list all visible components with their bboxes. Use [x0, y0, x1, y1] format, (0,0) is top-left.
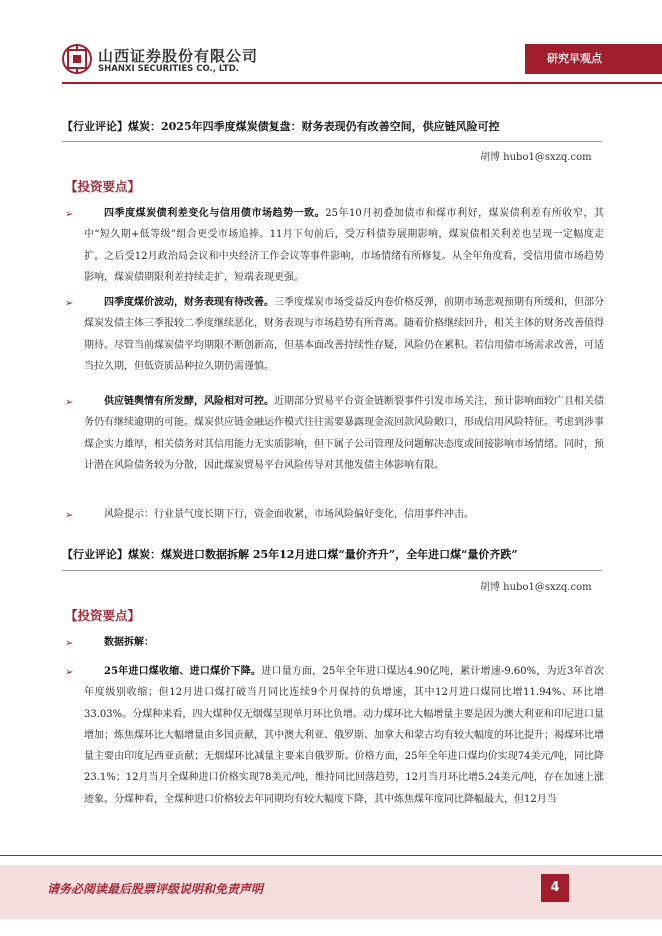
page-header	[0, 0, 662, 80]
paragraph-text: 25年10月初叠加债市和煤市利好，煤炭债利差有所收窄，其中“短久期+低等级”组合更受市场追捧。11月下旬前后，受万科债券展期影响，煤炭债相关利差也呈现一定幅度走扩。之后受12月政治局会议和中央经济工作会议等事件影响，市场情绪有所修复。从全年角度看，受信用债市场趋势影响，煤炭债期限利差持续走扩，短端表现更强。	[84, 208, 605, 283]
section1-paragraph-2	[84, 292, 604, 377]
report-type-tag: 研究早观点	[525, 44, 662, 74]
footer-divider	[0, 855, 662, 856]
bullet-icon: ➢	[65, 510, 74, 521]
paragraph-text: 三季度煤炭市场受益反内卷价格反弹，前期市场悲观预期有所缓和，但部分煤炭发债主体三季报较二季度继续恶化，财务表现与市场趋势有所背离。随着价格继续回升，相关主体的财务改善值得期待。尽管当前煤炭债平均期限不断创新高，但基本面改善持续性存疑，风险仍在累积。若信用债市场需求改善，可适当拉久期，但低资质品种拉久期仍需谨慎。	[84, 297, 604, 372]
bullet-icon: ➢	[65, 638, 74, 649]
section2-title: 【行业评论】煤炭：煤炭进口数据拆解 25年12月进口煤“量价齐升”，全年进口煤“量价齐跌”	[62, 548, 518, 561]
page-number: 4	[541, 874, 569, 902]
company-name-en: SHANXI SECURITIES CO., LTD.	[98, 64, 240, 74]
section1-divider	[62, 141, 602, 142]
paragraph-text: 近期部分贸易平台资金链断裂事件引发市场关注，预计影响面较广且相关债务仍有继续逾期的可能。煤炭供应链金融运作模式往往需要暴露现金流回款风险敞口，形成信用风险特征。考虑到涉事煤企实力雄厚，相关债务对其信用能力无实质影响，但下属子公司管理及问题解决态度或间接影响市场情绪。同时，预计潜在风险债务较为分散，因此煤炭贸易平台风险传导对其他发债主体影响有限。	[84, 396, 604, 471]
paragraph-lead: 四季度煤价波动，财务表现有待改善。	[104, 297, 274, 308]
footer-disclaimer: 请务必阅读最后股票评级说明和免责声明	[47, 882, 264, 896]
section1-risk-note	[84, 504, 604, 525]
section2-data-heading	[84, 632, 604, 653]
bullet-icon: ➢	[65, 298, 74, 309]
section1-paragraph-1	[84, 203, 604, 288]
bullet-icon: ➢	[65, 667, 74, 678]
paragraph-text: 进口量方面，25年全年进口煤达4.90亿吨，累计增速-9.60%，为近3年首次年度级别收缩；但12月进口煤打破当月同比连续9个月保持的负增速，其中12月进口煤同比增11.94%、环比增33.03%。分煤种来看，四大煤种仅无烟煤呈现单月环比负增。动力煤环比大幅增量主要是因为澳大利亚和印尼进口量增加；炼焦煤环比大幅增量由多国贡献，其中澳大利亚、俄罗斯、加拿大和蒙古均有较大幅度的环比提升；褐煤环比增量主要由印度尼西亚贡献；无烟煤环比减量主要来自俄罗斯。价格方面，25年全年进口煤均价实现74美元/吨，同比降23.1%；12月当月全煤种进口价格实现78美元/吨，维持同比回落趋势，12月当月环比增5.24美元/吨，存在加速上涨迹象。分煤种看，全煤种进口价格较去年同期均有较大幅度下降，其中炼焦煤年度同比降幅最大，但12月当	[84, 666, 604, 805]
company-logo-icon	[62, 44, 92, 74]
header-divider	[62, 82, 662, 84]
paragraph-lead: 四季度煤炭债利差变化与信用债市场趋势一致。	[104, 208, 326, 219]
paragraph-lead: 数据拆解：	[104, 637, 154, 648]
section1-paragraph-3	[84, 391, 604, 476]
paragraph-lead: 25年进口煤收缩、进口煤价下降。	[104, 666, 262, 677]
section2-paragraph-1	[84, 661, 604, 810]
company-name-cn: 山西证券股份有限公司	[98, 47, 259, 65]
section2-author: 胡博 hubo1@sxzq.com	[480, 582, 592, 593]
bullet-icon: ➢	[65, 209, 74, 220]
section1-key-points-title: 【投资要点】	[65, 179, 141, 194]
section2-divider	[62, 570, 602, 571]
section2-key-points-title: 【投资要点】	[65, 608, 141, 623]
paragraph-lead: 供应链舆情有所发酵，风险相对可控。	[104, 396, 274, 407]
section1-author: 胡博 hubo1@sxzq.com	[480, 152, 592, 163]
bullet-icon: ➢	[65, 397, 74, 408]
paragraph-text: 风险提示：行业景气度长期下行，资金面收紧，市场风险偏好变化，信用事件冲击。	[104, 509, 474, 520]
section1-title: 【行业评论】煤炭：2025年四季度煤炭债复盘：财务表现仍有改善空间，供应链风险可控	[62, 120, 500, 133]
